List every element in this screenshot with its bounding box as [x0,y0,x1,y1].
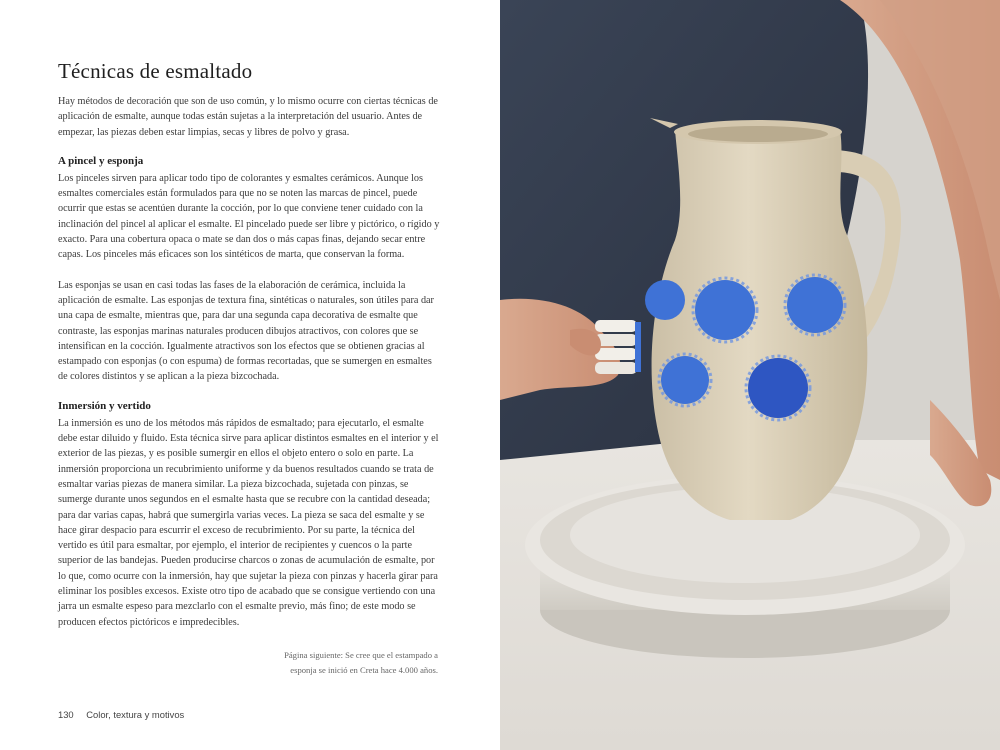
stamp-2 [787,277,843,333]
stamp-1 [695,280,755,340]
stamp-3 [661,356,709,404]
page-number: 130 [58,709,74,720]
caption-line-2: esponja se inició en Creta hace 4.000 años. [290,664,438,675]
jug-body [652,130,868,520]
running-section-title: Color, textura y motivos [86,709,185,720]
pottery-photo [500,0,1000,750]
stamp-5 [645,280,685,320]
page-footer [58,709,184,720]
brush-paragraph: Los pinceles sirven para aplicar todo tipo de colorantes y esmaltes cerámicos. Aunque los esmaltes comerciales están formulados para que no se noten las marcas de pincel, puede ocurrir que estas se acentúen durante la cocción, por lo que conviene tener cuidado con la inclinación del pincel al aplicar el esmalte. El pincelado puede ser libre y pictórico, o rígido y exacto. Para una cobertura opaca o mate se dan dos o más capas finas, dejando secar entre capas. Los pinceles más eficaces son los sintéticos de marta, que conservan la forma. [58,172,440,261]
right-page-photo [500,0,1000,750]
stamp-4 [748,358,808,418]
intro-paragraph: Hay métodos de decoración que son de uso común, y lo mismo ocurre con ciertas técnicas de aplicación de esmalte, aunque todas están sujetas a la interpretación del usuario. Antes de empezar, las piezas deben estar limpias, secas y libres de polvo y grasa. [58,96,438,138]
sponge-paragraph: Las esponjas se usan en casi todas las fases de la elaboración de cerámica, incluida la aplicación de esmalte. Las esponjas de textura fina, sintéticas o naturales, son útiles para dar una capa de esmalte, mientras que, para dar una segunda capa decorativa de esmalte que contraste, las esponjas marinas naturales producen dibujos atractivos, con colores que se intensifican en la cocción. Igualmente atractivos son los efectos que se obtienen gracias al estampado con esponjas (o con espuma) de formas recortadas, que se sumergen en esmaltes de colores distintos y se aplican a la pieza bizcochada. [58,279,434,383]
section-heading-dipping-pouring: Inmersión y vertido [58,399,151,412]
section-heading-brush-sponge: A pincel y esponja [58,154,144,167]
article-body [58,58,443,630]
article-title: Técnicas de esmaltado [58,59,253,83]
caption-line-1: Página siguiente: Se cree que el estampado a [284,650,438,660]
dipping-paragraph: La inmersión es uno de los métodos más rápidos de esmaltado; para ejecutarlo, el esmalte debe estar diluido y fluido. Esta técnica sirve para aplicar distintos esmaltes en el interior y el exterior de las piezas, y es posible sumergir en ellos el objeto entero o solo en parte. La inmersión proporciona un recubrimiento uniforme y da buenos resultados cuando se trata de esmaltar varias piezas de manera similar. La pieza bizcochada, sujetada con pinzas, se sumerge durante unos segundos en el esmalte hasta que se recubre con la cantidad deseada; para dar varias capas, habrá que sumergirla varias veces. La pieza se saca del esmalte y se hace girar despacio para escurrir el exceso de recubrimiento. Por su parte, la técnica del vertido es útil para esmaltar, por ejemplo, el interior de recipientes y cuencos o la parte superior de las bandejas. Pueden producirse charcos o zonas de acumulación de esmalte, por lo que, como ocurre con la inmersión, hay que sujetar la pieza con pinzas y hacerla girar para eliminar los posibles excesos. Existe otro tipo de acabado que se consigue vertiendo con una jarra un esmalte espeso para mezclarlo con el esmalte previo, más fino; de este modo se producen efectos pictóricos e impredecibles. [58,417,439,628]
photo-caption [58,648,438,677]
